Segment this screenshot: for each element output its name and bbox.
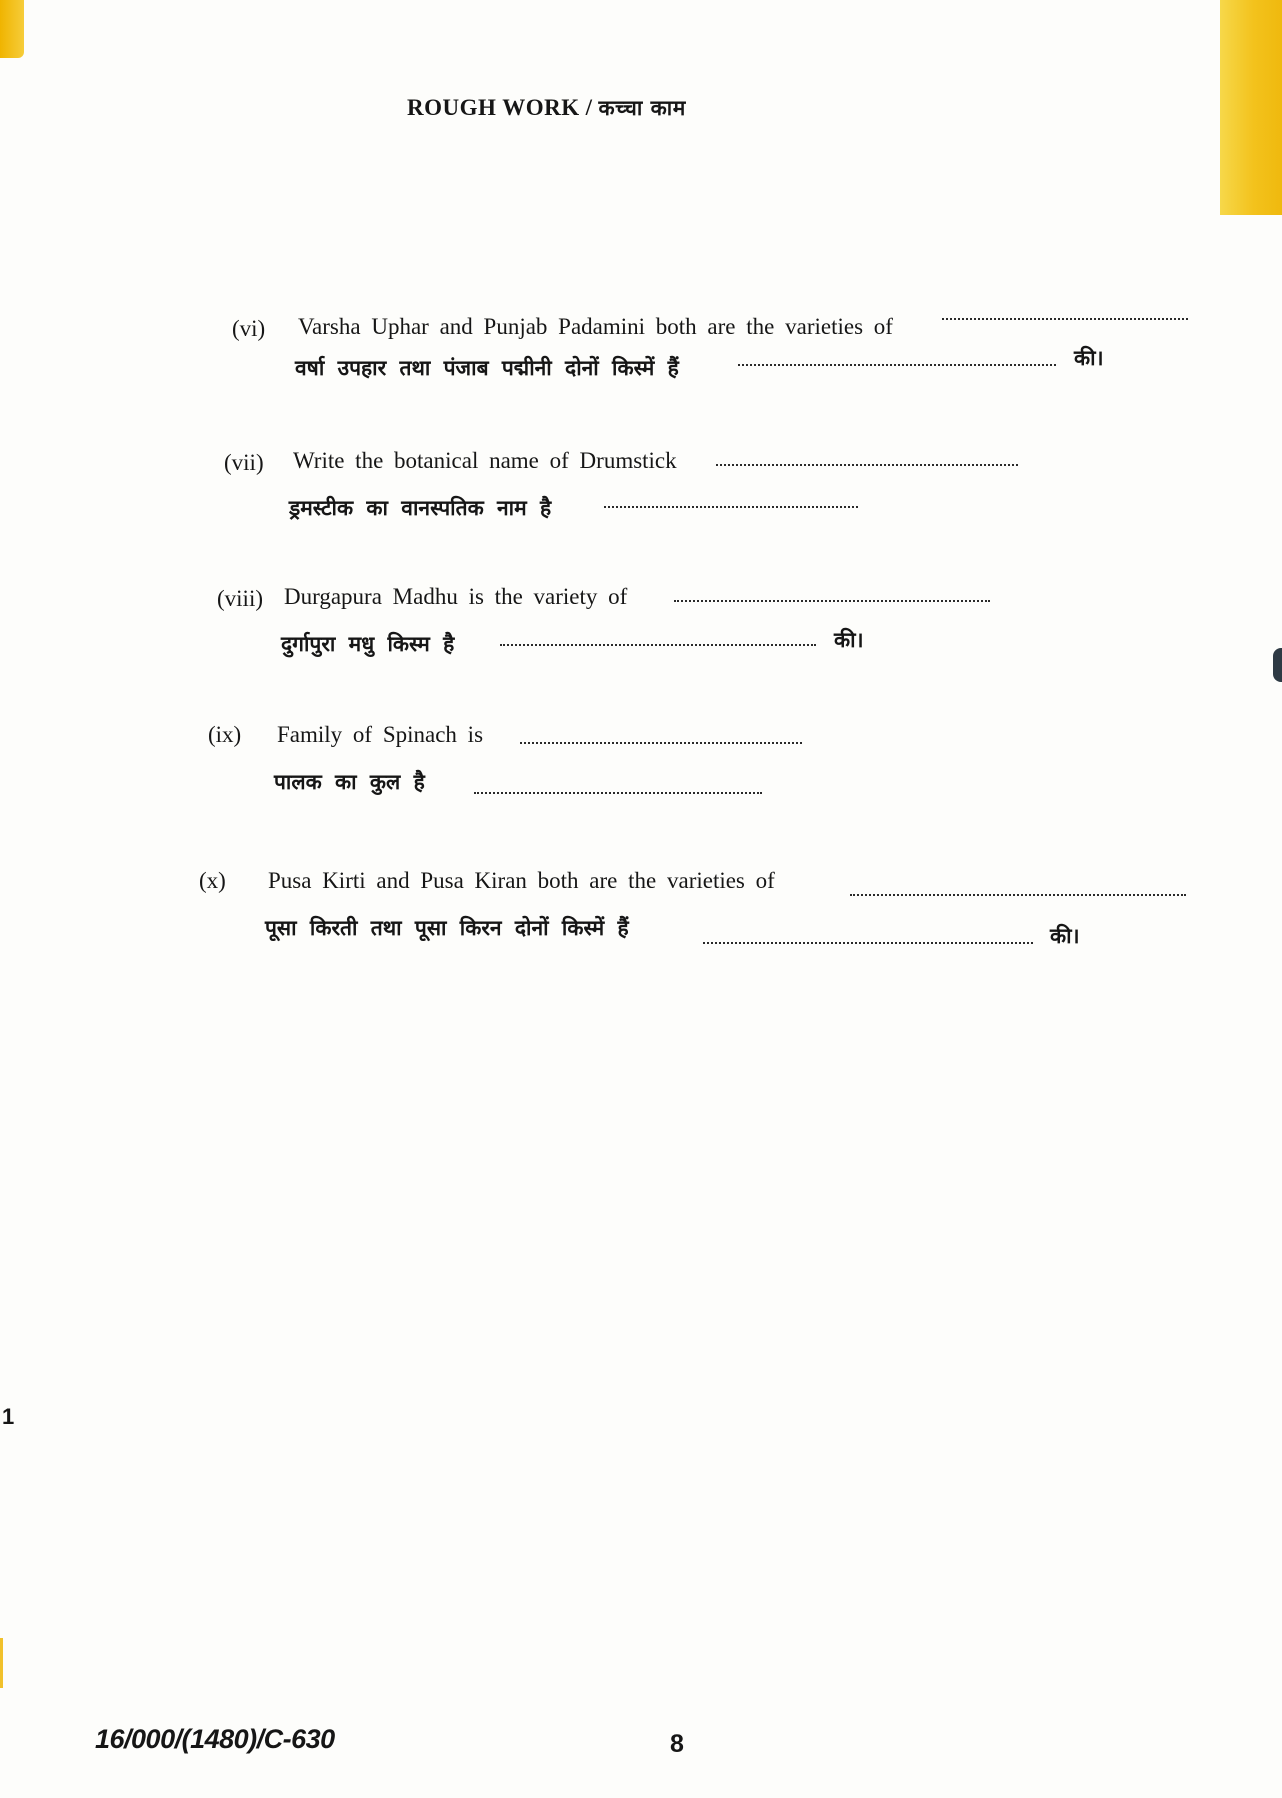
question-text-english: Family of Spinach is [277,722,484,747]
answer-blank-hindi[interactable] [738,364,1056,366]
answer-blank-english[interactable] [674,600,990,602]
question-text-english: Pusa Kirti and Pusa Kiran both are the varieties of [268,868,775,893]
heading-english: ROUGH WORK [407,95,580,120]
answer-blank-hindi[interactable] [500,644,816,646]
page-heading [407,94,686,122]
page-number: 8 [670,1730,684,1758]
question-text-hindi: ड्रमस्टीक का वानस्पतिक नाम है [289,496,552,520]
question-text-english: Write the botanical name of Drumstick [293,448,677,473]
question-number: (x) [199,868,226,893]
answer-blank-english[interactable] [716,464,1018,466]
answer-blank-hindi[interactable] [604,506,858,508]
answer-blank-hindi[interactable] [703,942,1033,944]
answer-blank-english[interactable] [520,742,802,744]
question-text-hindi: पूसा किरती तथा पूसा किरन दोनों किस्में हैं [265,916,629,940]
answer-blank-english[interactable] [850,894,1186,896]
margin-mark: 1 [2,1404,15,1429]
yellow-paper-edge-bottom-left [0,1638,3,1688]
question-text-hindi: वर्षा उपहार तथा पंजाब पद्मीनी दोनों किस्में हैं [295,356,679,380]
hindi-suffix: की। [1074,346,1104,370]
question-vii [0,434,1282,544]
question-viii [0,570,1282,680]
question-text-hindi: दुर्गापुरा मधु किस्म है [281,632,455,656]
heading-hindi: कच्चा काम [598,96,686,120]
question-text-english: Varsha Uphar and Punjab Padamini both are the varieties of [298,314,893,339]
question-ix [0,712,1282,822]
question-number: (vi) [232,316,266,341]
question-number: (vii) [224,450,264,475]
hindi-suffix: की। [834,628,864,652]
yellow-paper-edge-top-left [0,0,24,58]
answer-blank-hindi[interactable] [474,792,762,794]
answer-blank-english[interactable] [942,318,1188,320]
heading-separator: / [585,95,593,120]
question-vi [0,300,1282,410]
yellow-paper-edge-top-right [1220,0,1282,215]
question-text-english: Durgapura Madhu is the variety of [284,584,628,609]
question-text-hindi: पालक का कुल है [274,770,425,794]
hindi-suffix: की। [1050,924,1080,948]
question-number: (ix) [208,722,242,747]
paper-code: 16/000/(1480)/C-630 [95,1724,335,1754]
question-x [0,858,1282,968]
question-number: (viii) [217,586,263,611]
